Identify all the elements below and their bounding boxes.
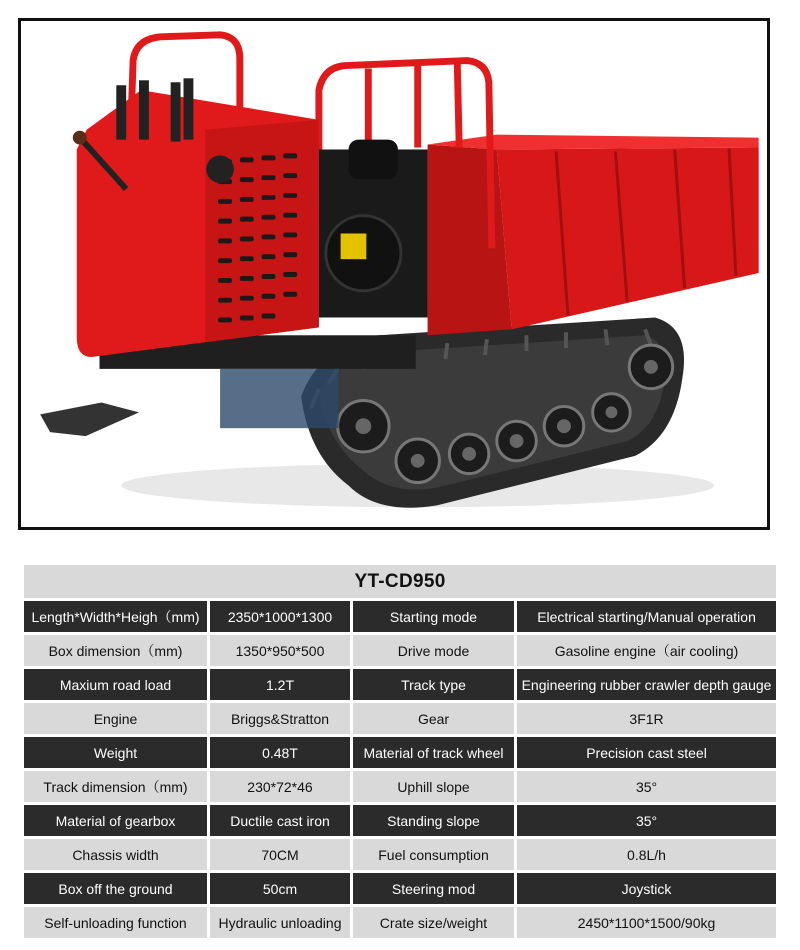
spec-label: Track dimension（mm) (24, 771, 210, 802)
spec-table-body (24, 601, 776, 938)
spec-value: 0.8L/h (517, 839, 776, 870)
spec-value: 2350*1000*1300 (210, 601, 353, 632)
spec-label: Steering mod (353, 873, 517, 904)
spec-value: 0.48T (210, 737, 353, 768)
spec-value: 35° (517, 805, 776, 836)
spec-row (24, 873, 776, 904)
engine (319, 140, 428, 318)
spec-value: Briggs&Stratton (210, 703, 353, 734)
spec-value: 50cm (210, 873, 353, 904)
spec-label: Uphill slope (353, 771, 517, 802)
spec-value: 230*72*46 (210, 771, 353, 802)
spec-label: Chassis width (24, 839, 210, 870)
spec-label: Maxium road load (24, 669, 210, 700)
spec-value: Precision cast steel (517, 737, 776, 768)
spec-label: Self-unloading function (24, 907, 210, 938)
spec-label: Material of gearbox (24, 805, 210, 836)
spec-label: Box dimension（mm) (24, 635, 210, 666)
spec-label: Weight (24, 737, 210, 768)
spec-label: Material of track wheel (353, 737, 517, 768)
model-title: YT-CD950 (24, 565, 776, 598)
spec-row (24, 601, 776, 632)
spec-value: 2450*1100*1500/90kg (517, 907, 776, 938)
spec-value: Ductile cast iron (210, 805, 353, 836)
spec-label: Crate size/weight (353, 907, 517, 938)
control-housing (77, 90, 319, 357)
spec-value: Hydraulic unloading (210, 907, 353, 938)
spec-value: Joystick (517, 873, 776, 904)
spec-value: Engineering rubber crawler depth gauge (517, 669, 776, 700)
spec-label: Track type (353, 669, 517, 700)
spec-row (24, 703, 776, 734)
spec-label: Fuel consumption (353, 839, 517, 870)
spec-label: Engine (24, 703, 210, 734)
footplate (40, 402, 139, 436)
spec-label: Gear (353, 703, 517, 734)
spec-row (24, 737, 776, 768)
spec-row (24, 907, 776, 938)
spec-value: 1350*950*500 (210, 635, 353, 666)
spec-label: Drive mode (353, 635, 517, 666)
spec-row (24, 635, 776, 666)
spec-label: Box off the ground (24, 873, 210, 904)
spec-row (24, 839, 776, 870)
spec-row (24, 669, 776, 700)
spec-value: Electrical starting/Manual operation (517, 601, 776, 632)
spec-table (24, 562, 776, 941)
dump-box (428, 135, 759, 336)
spec-row (24, 771, 776, 802)
spec-label: Length*Width*Heigh（mm) (24, 601, 210, 632)
spec-label: Starting mode (353, 601, 517, 632)
spec-value: 1.2T (210, 669, 353, 700)
spec-value: 35° (517, 771, 776, 802)
crawler-dumper-image (21, 21, 767, 527)
spec-label: Standing slope (353, 805, 517, 836)
spec-value: 3F1R (517, 703, 776, 734)
spec-value: Gasoline engine（air cooling) (517, 635, 776, 666)
product-photo-frame (18, 18, 770, 530)
spec-row (24, 805, 776, 836)
spec-value: 70CM (210, 839, 353, 870)
